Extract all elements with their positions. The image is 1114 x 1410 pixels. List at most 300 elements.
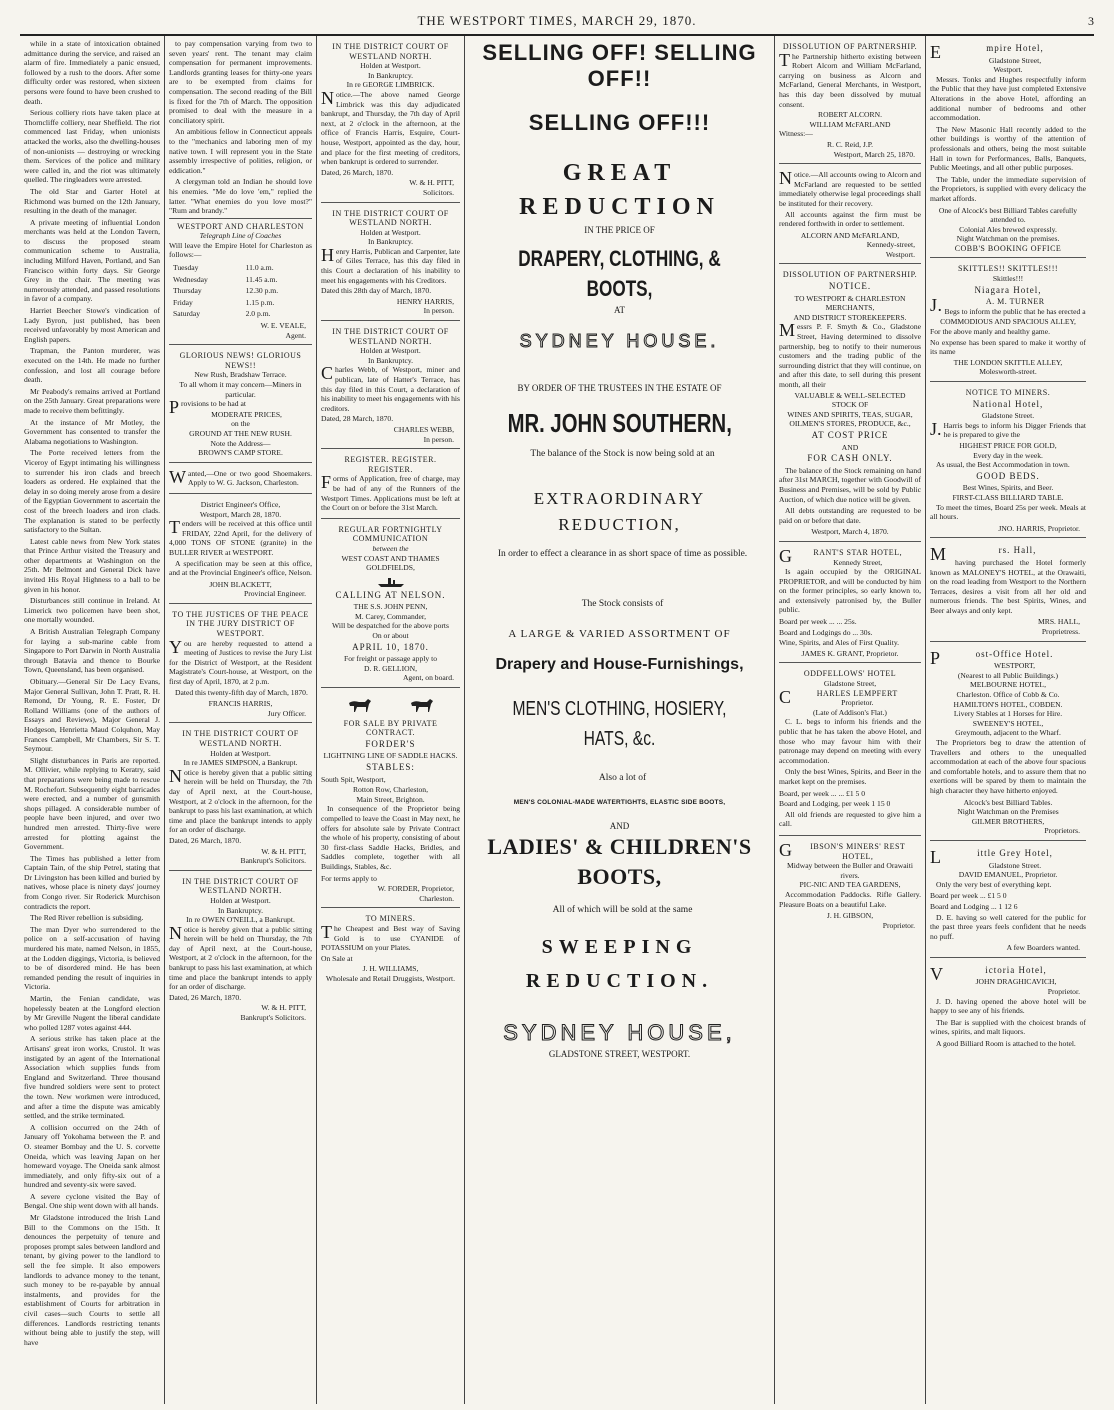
news-paragraph: An ambitious fellow in Connecticut appeals to the "mechanics and laboring men of my native town. I will represent you in the State assembly irrespective of polities, religion, or eddication." (169, 127, 312, 175)
ad-signature: W. E. VEALE, (260, 321, 306, 331)
news-paragraph: The Red River rebellion is subsiding. (30, 913, 144, 923)
ad-text: On or about (372, 631, 409, 641)
news-paragraph: The old Star and Garter Hotel at Richmond was burned on the 12th January, resulting in the death of the manager. (24, 186, 160, 216)
ad-text: Begs to inform the public that he has erected a (944, 306, 1086, 316)
ad-subheading: Gladstone Street, (823, 679, 877, 689)
ad-text: PIC-NIC AND TEA GARDENS, (799, 880, 901, 890)
news-paragraph: while in a state of intoxication obtained admittance during the service, and raised an alarm of fire. Immediately a panic ensued, followed by a rush to the doors. After some difficulty order was restored, when sixteen persons were found to have been crushed to death. (24, 39, 160, 106)
ad-text: THE LONDON SKITTLE ALLEY, (953, 357, 1063, 367)
ad-text: AT (614, 305, 625, 315)
ad-heading: Post-Office Hotel. (930, 647, 1054, 668)
day-cell: Tuesday (173, 263, 199, 273)
ad-text: Messrs P. F. Smyth & Co., Gladstone Street, Having determined to dissolve partnership, beg to notify to their numerous customers and the trading public of the surrounding district that they will continue, on and after this date, to sell during this present month, all their (779, 320, 921, 389)
news-paragraph: Serious colliery riots have taken place at Thorncliffe colliery, near Sheffield. The riot commenced last Friday, when unionists attacked the works, also the dwelling-houses of non-unionists — destroying or wrecking them. Services of the police and military were called in, and the riot was ultimately quelled. The ringleaders were arrested. (24, 108, 160, 185)
ad-text: A few Boarders wanted. (1006, 943, 1080, 953)
ad-heading: J.A. M. TURNER (930, 295, 1045, 316)
news-paragraph: Disturbances still continue in Ireland. At Limerick two policemen have been shot, one mortally wounded. (24, 596, 160, 625)
news-paragraph: A British Australian Telegraph Company for laying a sub-marine cable from Singapore to Port Darwin in North Australia through Batavia and thence to Bourke Town, Queensland, has been organised. (24, 627, 160, 675)
ad-signature: W. FORDER, Proprietor, (377, 884, 454, 894)
ad-signature: W. & H. PITT, (261, 846, 306, 856)
ad-text: Every day in the week. (973, 450, 1043, 460)
news-paragraph: A collision occurred on the 24th of January off Yokohama between the P. and O. steamer Bombay and the U. S. corvette Oneida, which was leaving Japan on her homeward voyage. The Oneida sank almost immediately, and only fifty-six out of a hundred and seventy-six were saved. (24, 1122, 160, 1190)
little-grey-hotel-ad (930, 844, 1086, 958)
ad-text: M. Carey, Commander, (354, 611, 427, 621)
ad-text: THE S.S. JOHN PENN, (353, 602, 428, 612)
ad-text: FORDER'S (365, 738, 416, 749)
ad-text: COMMODIOUS AND SPACIOUS ALLEY, (940, 317, 1076, 327)
sydney-house-advertisement (465, 36, 775, 1404)
ad-text: A specification may be seen at this office, and at the Provincial Engineer's office, Nelson. (169, 558, 312, 578)
ad-heading: ODDFELLOWS' HOTEL (803, 669, 897, 679)
ad-text: Night Watchman on the premises. (956, 234, 1060, 244)
ad-signature: FRANCIS HARRIS, (208, 699, 273, 709)
ad-text: MERCHANTS, (825, 303, 875, 313)
ad-signature: HENRY HARRIS, (396, 296, 454, 306)
ad-heading: TO MINERS. (365, 914, 416, 924)
ad-subheading: Midway between the Buller and Orawaiti rivers. (787, 861, 913, 880)
ad-text: For terms apply to (321, 873, 377, 883)
ad-text: One of Alcock's best Billiard Tables carefully attended to. (938, 205, 1078, 225)
ad-headline: SWEEPING REDUCTION. (525, 936, 714, 992)
ad-text: WINES AND SPIRITS, TEAS, SUGAR, OILMEN'S STORES, PRODUCE, &c., (787, 409, 913, 429)
ad-signature-role: Bankrupt's Solicitors. (240, 1013, 306, 1023)
ad-subheading: Gladstone Street, (988, 55, 1042, 65)
ad-signature: J. H. WILLIAMS, (362, 964, 419, 974)
ad-signature-role: Provincial Engineer. (244, 589, 306, 599)
ad-heading: NOTICE TO MINERS. (965, 388, 1051, 397)
ad-text: The Partnership hitherto existing between Robert Alcorn and William McFarland, carrying on business as Alcorn and McFarland, General Merchants, in Westport, has this day been dissolved by mutual consent. (779, 49, 921, 109)
ad-text: Westport. (885, 249, 915, 259)
ad-text: STABLES: (366, 762, 415, 772)
ad-heading: REGULAR FORTNIGHTLY COMMUNICATION (338, 524, 443, 544)
ad-text: Colonial Ales brewed expressly. (959, 224, 1057, 234)
ad-headline: EXTRAORDINARY REDUCTION, (533, 489, 706, 534)
news-paragraph: A serious strike has taken place at the Artisans' great iron works, Crustol. It was instigated by an agent of the International Association which supplies funds from England and Switzerland. Three thousand five hundred soldiers were sent to protect the town. New workmen were introduced, and after a time the dispute was amicably settled, and the strike terminated. (24, 1034, 160, 1121)
ad-text: Proprietor. (1047, 987, 1080, 997)
ad-text: The balance of the Stock is now being sold at an (530, 449, 715, 459)
ad-heading: Empire Hotel, (930, 42, 1044, 62)
ad-text: The Stock consists of (581, 599, 664, 609)
ad-signature-role: Wholesale and Retail Druggists, Westport. (325, 973, 456, 983)
ad-text: STOCK OF (831, 400, 869, 410)
ad-text: DAVID EMANUEL, Proprietor. (958, 870, 1058, 880)
ad-subheading: Holden at Westport. (210, 895, 271, 905)
ad-text: J. D. having opened the above hotel will be happy to see any of his friends. (930, 996, 1086, 1016)
ad-heading: IN THE DISTRICT COURT OF WESTLAND NORTH. (332, 327, 449, 346)
news-paragraph: A severe cyclone visited the Bay of Bengal. One ship went down with all hands. (24, 1191, 160, 1211)
ad-subheading: In Bankruptcy. (367, 237, 414, 247)
table-row (171, 275, 310, 285)
ad-signature-role: In person. (423, 306, 454, 316)
ad-text: Rotton Row, Charleston, (352, 785, 429, 795)
ad-signature-role: Agent, on board. (402, 673, 454, 683)
ad-heading: NOTICE. (828, 281, 872, 292)
news-paragraph: Mr Gladstone introduced the Irish Land Bill to the Commons on the 15th. It denounces the perpetuity of tenure and proposes prompt sales between landlord and tenant, by giving power to the landlord to sell the fee simple. It also empowers landlords to advance money to the tenant, such money to be re-payable by annual instalments, and provides for the establishment of Courts for arbitration in civil cases—such Courts to settle all differences. Landlords restricting tenants without being able to justify the step, will have (24, 1213, 160, 1347)
news-paragraph: A clergyman told an Indian he should love his enemies. "Me do love 'em," replied the latter. "What enemies do you love most?" "Rum and brandy." (169, 177, 312, 216)
table-row (171, 286, 310, 296)
ad-text: Board and Lodging ... 1 12 6 (930, 901, 1018, 911)
ad-text: Tenders will be received at this office until FRIDAY, 22nd April, for the delivery of 4,000 TONS OF STONE (granite) in the BULLER RIVER at WESTPORT. (169, 517, 312, 557)
news-paragraph: Latest cable news from New York states that Prince Arthur visited the Treasury and other departments at Washington on the 25th. Mr Belmont and General Dick have invited His Royal Highness to a ball to be given in his honor. (24, 536, 160, 594)
ad-text: GOOD BEDS. (976, 470, 1040, 481)
ad-text: TO WESTPORT & CHARLESTON (794, 293, 906, 303)
ad-text: To meet the times, Board 25s per week. Meals at all hours. (930, 502, 1086, 522)
register-ad (321, 452, 460, 519)
ad-text: Wanted,—One or two good Shoemakers. Apply to W. G. Jackson, Charleston. (169, 466, 312, 488)
ad-text: VALUABLE & WELL-SELECTED (794, 390, 906, 400)
ad-signature-role: Charleston. (419, 893, 454, 903)
ad-heading: FOR SALE BY PRIVATE CONTRACT. (343, 718, 438, 738)
day-cell: Thursday (173, 286, 202, 296)
ad-subheading: Holden at Westport. (360, 61, 421, 71)
ad-text: South Spit, Westport, (321, 774, 386, 784)
ad-text: Forms of Application, free of charge, may be had of any of the Runners of the Westport Times. Applications must be left at the Court on or before the 31st March. (321, 472, 460, 513)
ad-date: Dated, 28 March, 1870. (321, 414, 394, 424)
mrs-hall-ad (930, 541, 1086, 641)
ad-headline: GREAT REDUCTION (519, 160, 720, 220)
ad-text: GOLDFIELDS, (366, 563, 415, 573)
ad-text: In order to effect a clearance in as short space of time as possible. (497, 549, 748, 559)
ad-subheading: In Bankruptcy. (367, 355, 414, 365)
day-cell: Saturday (173, 309, 200, 319)
ad-text: C. L. begs to inform his friends and the public that he has taken the above Hotel, and those who may favour him with their patronage may depend on meeting with every accommodation. (779, 717, 921, 765)
ad-text: Proprietor. (841, 698, 874, 708)
table-row (171, 298, 310, 308)
news-paragraph: At the instance of Mr Motley, the Government has consented to transfer the Alabama negotiations to Washington. (24, 417, 160, 446)
column-2 (165, 36, 317, 1404)
ad-heading: Victoria Hotel, (930, 963, 1047, 984)
ad-heading: TO THE JUSTICES OF THE PEACE IN THE JURY DISTRICT OF WESTPORT. (172, 609, 309, 639)
ad-text: COBB'S BOOKING OFFICE (954, 243, 1062, 253)
ad-text: For freight or passage apply to (343, 654, 437, 664)
ad-headline: SELLING OFF! SELLING OFF!! (482, 40, 757, 91)
ad-text: on the (231, 419, 250, 429)
ad-date: Dated, 26 March, 1870. (321, 167, 394, 177)
ad-text: To all whom it may concern—Miners in particular. (179, 380, 302, 399)
skittles-ad (930, 261, 1086, 382)
news-paragraph: Obituary.—General Sir De Lacy Evans, Major General Sullivan, John T. Pratt, R. H. Remond, Dr Young, R. E. Foster, Dr Rolland Williams (one of the authors of Essays and Reviews), Major General J. Hodgeson, Henrietta Maud Colquhon, May Frances Campbell, Mr Chambers, Sir S. T. Seymour. (24, 677, 160, 754)
ad-subheading: Holden at Westport. (210, 748, 271, 758)
ad-text: having purchased the Hotel formerly known as MALONEY'S HOTEL, at the Orawaiti, on the road leading from Westport to the Northern Terraces, desires a visit from all her old and numerous friends. The best Spirits, Wines, and Beer always and only kept. (930, 557, 1086, 615)
ad-text: The New Masonic Hall recently added to the other buildings is worthy of the attention of professionals and others, being the most suitable Hall in town for Performances, Balls, Banquets, Public Meetings, and all other public purposes. (930, 124, 1086, 173)
ad-heading: IN THE DISTRICT COURT OF WESTLAND NORTH. (332, 42, 449, 61)
news-paragraph: The Porte received letters from the Viceroy of Egypt intimating his willingness to surrender his iron clads and breech loaders as ordered. He explained that the delay in so doing merely arose from a desire of the Egyptian Government to ascertain the cost of the breech loaders and iron clads. The explanation is stated to be perfectly satisfactory to the Sultan. (24, 448, 160, 535)
ad-text: On Sale at (321, 953, 353, 963)
coach-timetable (169, 261, 312, 321)
ad-text: Board per week ... ... 25s. (779, 617, 857, 627)
ad-text: Only the best Wines, Spirits, and Beer in the market kept on the premises. (779, 767, 921, 786)
ad-text: No expense has been spared to make it worthy of its name (930, 337, 1086, 357)
column-3 (317, 36, 465, 1404)
ad-signature-role: Bankrupt's Solicitors. (240, 856, 306, 866)
ad-text: For the above manly and healthy game. (930, 327, 1050, 337)
ad-text: Also a lot of (598, 773, 647, 783)
ad-text: Board and Lodging, per week 1 15 0 (779, 799, 891, 809)
ad-text: Henry Harris, Publican and Carpenter, late of Giles Terrace, has this day filed in this Court a declaration of his inability to meet his engagements with his Creditors. (321, 244, 460, 285)
national-hotel-ad (930, 385, 1086, 538)
ad-text: Notice.—All accounts owing to Alcorn and McFarland are requested to be settled immediately otherwise legal proceedings shall be instituted for their recovery. (779, 168, 921, 208)
victoria-hotel-ad (930, 961, 1086, 1055)
post-office-hotel-ad (930, 645, 1086, 841)
ad-text: MODERATE PRICES, (211, 409, 282, 419)
saddle-hacks-ad (321, 691, 460, 908)
ad-subheading: WESTPORT, (994, 661, 1035, 671)
ad-signature-role: Solicitors. (422, 187, 454, 197)
ad-text: Messrs. Tonks and Hughes respectfully inform the Public that they have just completed Extensive Alterations in the above Hotel, affording an additional number of bedrooms and other accommodation. (930, 74, 1086, 123)
ad-signature: GILMER BROTHERS, (971, 816, 1045, 826)
ad-signature-role: Jury Officer. (267, 708, 306, 718)
ad-heading: GLORIOUS NEWS! GLORIOUS NEWS!! (179, 351, 302, 370)
ad-text: FOR CASH ONLY. (807, 453, 893, 464)
news-paragraph: A private meeting of influential London merchants was held at the London Tavern, to discuss the proposed steam communication scheme to Australia, including Milford Haven, Portland, and San Francisco within forty days. Sir George Grey in the chair. The meeting was numerously attended, and passed resolutions in favor of a company. (24, 217, 160, 304)
time-cell: 11.45 a.m. (245, 274, 278, 284)
ad-text: Wine, Spirits, and Ales of First Quality. (779, 638, 900, 648)
ad-text: J.Harris begs to inform his Digger Friends that he is prepared to give the (930, 418, 1086, 440)
ad-heading: Niagara Hotel, (974, 284, 1042, 295)
ad-text: MEN'S COLONIAL-MADE WATERTIGHTS, ELASTIC SIDE BOOTS, (513, 799, 726, 806)
tenders-ad (169, 497, 312, 604)
ad-subheading: In Bankruptcy. (367, 70, 414, 80)
ad-text: All of which will be sold at the same (552, 905, 693, 915)
ad-text: Livery Stables at 1 Horses for Hire. (953, 709, 1063, 719)
news-paragraph: Harriet Beecher Stowe's vindication of Lady Byron, just published, has been received unfavorably by most American and English papers. (24, 306, 160, 344)
ad-text: AND DISTRICT STOREKEEPERS. (793, 312, 907, 322)
ad-text: GLADSTONE STREET, WESTPORT. (548, 1049, 691, 1059)
ad-heading: Little Grey Hotel, (930, 846, 1053, 867)
ad-subheading: In re JAMES SIMPSON, a Bankrupt. (183, 758, 298, 768)
news-paragraph: The Times has published a letter from Captain Tain, of the ship Petrel, stating that Dr Livingston has been killed and buried by natives, whose place is ninety days' journey from Congo river. Sir Roderick Murchison contradicts the report. (24, 853, 160, 911)
ad-text: Charleston. Office of Cobb & Co. (956, 690, 1060, 700)
ad-subheading: In re GEORGE LIMBRICK. (346, 80, 435, 90)
ad-text: Is again occupied by the ORIGINAL PROPRIETOR, and will be conducted by him on the former principles, so early known to, and extensively patronised by, the Buller public. (779, 567, 921, 615)
ad-text: Witness:— (779, 129, 813, 139)
ad-heading: District Engineer's Office, (200, 499, 281, 509)
ad-text: Board, per week ... ... £1 5 0 (779, 788, 866, 798)
ad-text: SWEENEY'S HOTEL, (972, 718, 1044, 728)
ad-date: APRIL 10, 1870. (352, 641, 429, 652)
ad-text: Only the very best of everything kept. (936, 879, 1052, 889)
ad-signature: J. H. GIBSON, (826, 911, 874, 921)
ad-text: The Table, under the immediate supervision of the Proprietors, is supplied with every delicacy the market affords. (930, 174, 1086, 203)
ad-subheading: between the (372, 543, 409, 553)
ad-text: CALLING AT NELSON. (335, 589, 446, 600)
news-paragraph: to pay compensation varying from two to seven years' rent. The tenant may claim compensation for permanent improvements. Landlords granting leases for thirty-one years are to be exempted from claims for compensation. The second reading of the Bill is fixed for the 7th of March. The opposition promised to deal with the measure in a conciliatory spirit. (169, 39, 312, 125)
time-cell: 2.0 p.m. (245, 309, 271, 319)
ad-headline: MEN'S CLOTHING, HOSIERY, HATS, &c. (512, 698, 727, 750)
bankruptcy-notice (169, 874, 312, 1027)
ad-signature-role: Proprietors. (1044, 826, 1080, 836)
ad-signature: D. R. GELLION, (364, 663, 417, 673)
ad-headline: SELLING OFF!!! (528, 110, 711, 135)
ad-text: Kennedy-street, (866, 240, 915, 250)
news-paragraph: Martin, the Fenian candidate, was hopelessly beaten at the Longford election by Mr Greville Nugent the liberal candidate who polled 1287 votes against 444. (24, 994, 160, 1032)
news-paragraph: The man Dyer who surrendered to the police on a self-accusation of having murdered his mate, named Nelson, in 1855, at the Lodden diggings, Victoria, is believed to be of disordered mind. He has been remanded pending the result of inquiries in Victoria. (24, 924, 160, 992)
gibson-hotel-ad (779, 839, 921, 934)
ad-headline: SYDNEY HOUSE. (519, 331, 720, 351)
ad-subheading: Gladstone Street. (981, 411, 1035, 421)
ad-heading: SKITTLES!! SKITTLES!!! (957, 264, 1059, 274)
ad-heading: IN THE DISTRICT COURT OF WESTLAND NORTH. (332, 208, 449, 228)
time-cell: 1.15 p.m. (245, 297, 275, 307)
dissolution-notice (779, 39, 921, 164)
ad-date: Westport, March 28, 1870. (199, 509, 282, 519)
ad-text: Molesworth-street. (979, 367, 1037, 377)
day-cell: Wednesday (173, 274, 208, 284)
ad-heading: Skittles!!! (992, 274, 1024, 284)
ad-text: A good Billiard Room is attached to the hotel. (936, 1039, 1076, 1049)
oddfellows-hotel-ad (779, 666, 921, 836)
ad-text: A LARGE & VARIED ASSORTMENT OF (508, 628, 731, 640)
ad-signature-role: Proprietor. (882, 920, 915, 930)
ad-heading: National Hotel, (972, 398, 1044, 409)
ad-subheading: Gladstone Street. (988, 860, 1042, 870)
ad-heading: CHARLES LEMPFERT (779, 686, 898, 707)
ad-signature: WILLIAM McFARLAND (809, 119, 891, 129)
coach-timetable-ad (169, 218, 312, 346)
ad-text: MELBOURNE HOTEL, (970, 680, 1046, 690)
ad-text: Notice is hereby given that a public sitting herein will be held on Thursday, the 7th day of April next, at the Court-house, Westport, at 2 o'clock in the afternoon, for the bankrupt to pass his last examination, at which time and place the bankrupt intends to apply for an order of discharge. (169, 922, 312, 992)
accounts-notice (779, 167, 921, 264)
ad-text: Night Watchman on the Premises (957, 807, 1059, 817)
masthead (20, 8, 1094, 36)
ad-heading: IN THE DISTRICT COURT OF WESTLAND NORTH. (182, 876, 299, 896)
ad-heading: IN THE DISTRICT COURT OF WESTLAND NORTH. (182, 729, 299, 748)
time-cell: 12.30 p.m. (245, 286, 279, 296)
ad-text: WEST COAST AND THAMES (341, 553, 440, 563)
steamer-ad (321, 522, 460, 688)
ad-text: AND (609, 821, 630, 831)
ad-signature: JNO. HARRIS, Proprietor. (998, 523, 1080, 533)
news-paragraph: Trapman, the Panton murderer, was executed on the 14th. He made no further confession, and lost all courage before death. (24, 346, 160, 385)
wanted-ad (169, 466, 312, 494)
ad-text: BY ORDER OF THE TRUSTEES IN THE ESTATE OF (517, 383, 722, 393)
ad-heading: GIBSON'S MINERS' REST HOTEL, (779, 839, 906, 861)
ad-heading: GRANT'S STAR HOTEL, (779, 545, 903, 566)
ad-subheading: (Nearest to all Public Buildings.) (957, 670, 1059, 680)
ad-subheading: Holden at Westport. (360, 227, 421, 237)
ad-signature: ROBERT ALCORN. (818, 110, 882, 120)
ad-text: The Cheapest and Best way of Saving Gold is to use CYANIDE of POTASSIUM on your Plates. (321, 921, 460, 953)
ad-subheading: Westport. (993, 65, 1023, 75)
ad-signature: R. C. Reid, J.P. (827, 139, 873, 149)
news-paragraph: Slight disturbances in Paris are reported. M. Ollivier, while replying to Keratry, said that preparations were being made to rescue M. Rochefort. Subsequently eight barricades were erected, and a number of gunsmith shops pillaged. A considerable number of people have been injured, and over two hundred men arrested. Thirty-five were arrested for plotting against the Government. (24, 755, 160, 852)
ad-signature-role: Agent. (285, 330, 306, 340)
ad-signature-role: Proprietress. (1041, 627, 1080, 637)
ad-date: Westport, March 25, 1870. (833, 149, 915, 159)
column-1-news (20, 36, 165, 1404)
bankruptcy-notice (321, 324, 460, 449)
day-cell: Friday (173, 297, 193, 307)
ad-date: Dated, 26 March, 1870. (169, 992, 242, 1002)
ad-text: The balance of the Stock remaining on hand after 31st MARCH, together with Goodwill of Business and Premises, will be sold by Public Auction, of which due notice will be given. (779, 465, 921, 504)
ad-text: HIGHEST PRICE FOR GOLD, (959, 440, 1057, 450)
bankruptcy-notice (169, 726, 312, 870)
ad-subheading: In re OWEN O'NEILL, a Bankrupt. (186, 915, 295, 925)
ad-text: Charles Webb, of Westport, miner and publican, late of Hatter's Terrace, has this day filed in this Court, a declaration of his inability to meet his engagements with his creditors. (321, 363, 460, 413)
table-row (171, 309, 310, 319)
ad-text: All debts outstanding are requested to be paid on or before that date. (779, 506, 921, 525)
ad-date: Dated, 26 March, 1870. (169, 835, 242, 845)
ad-signature: W. & H. PITT, (261, 1003, 306, 1013)
ad-text: BROWN'S CAMP STORE. (198, 448, 283, 458)
ad-date: Westport, March 4, 1870. (811, 527, 889, 537)
glorious-news-ad (169, 348, 312, 463)
ad-signature-role: In person. (423, 434, 454, 444)
ad-text: Best Wines, Spirits, and Beer. (962, 483, 1054, 493)
ad-text: AT COST PRICE (811, 429, 889, 440)
ad-text: Greymouth, adjacent to the Wharf. (955, 728, 1061, 738)
empire-hotel-ad (930, 39, 1086, 258)
ad-text: Notice.—The above named George Limbrick was this day adjudicated bankrupt, and Thursday, the 7th day of April next, at 2 o'clock in the afternoon, at the office of Francis Harris, Esquire, Court-house, Westport, appointed as the day, hour, and place for the first meeting of creditors, when bankrupt is ordered to surrender. (321, 87, 460, 167)
page-number: 3 (1088, 13, 1094, 28)
ad-text: HAMILTON'S HOTEL, COBDEN. (953, 699, 1063, 709)
ad-text: All accounts against the firm must be rendered forthwith in order to settlement. (779, 209, 921, 229)
ad-text: You are hereby requested to attend a meeting of Justices to revise the Jury List for the District of Westport, at the Resident Magistrate's Court-house, at Westport, on the first day of April, 1870, at 2 p.m. (169, 636, 312, 687)
column-5 (775, 36, 926, 1404)
newspaper-page (20, 36, 1102, 1404)
ad-text: Alcock's best Billiard Tables. (963, 797, 1053, 807)
ad-text: The Proprietors beg to draw the attention of Travellers and others to the unequalled accommodation at each of the above four spacious and comfortable hotels, and to assure them that no exertions will be spared by them to maintain the high character they have hitherto enjoyed. (930, 738, 1086, 795)
ad-subheading: New Rush, Bradshaw Terrace. (194, 370, 287, 380)
news-paragraph: Mr Peabody's remains arrived at Portland on the 25th January. Great preparations were made to receive them befittingly. (24, 386, 160, 415)
dissolution-notice (779, 267, 921, 541)
ad-text: LIGHTNING LINE OF SADDLE HACKS. (323, 751, 458, 761)
ad-text: Board per week ... £1 5 0 (930, 891, 1007, 901)
ad-heading: DISSOLUTION OF PARTNERSHIP. (782, 42, 918, 51)
ad-text: Notice is hereby given that a public sitting herein will be held on Thursday, the 7th day of April next, at the Court-house, Westport, at 2 o'clock in the afternoon, for the bankrupt to pass his last examination, at which time and place the bankrupt intends to apply for an order of discharge. (169, 765, 312, 835)
ad-text: In consequence of the Proprietor being compelled to leave the Coast in May next, he offers for absolute sale by Private Contract the whole of his property, consisting of about 30 first-class Saddle Hacks, Bridles, and Saddles complete, together with all Buildings, Stables, &c. (321, 804, 460, 871)
ad-signature: JOHN BLACKETT, (209, 579, 272, 589)
ad-text: The Bar is supplied with the choicest brands of wines, spirits, and malt liquors. (930, 1017, 1086, 1037)
ad-text: All old friends are requested to give him a call. (779, 809, 921, 829)
steamship-icon (321, 576, 460, 588)
ad-signature: ALCORN AND McFARLAND, (800, 230, 900, 240)
bankruptcy-notice (321, 39, 460, 203)
ad-text: Main Street, Brighton. (356, 794, 425, 804)
ad-text: Note the Address— (210, 438, 271, 448)
newspaper-title: THE WESTPORT TIMES, MARCH 29, 1870. (417, 13, 697, 28)
ad-signature: MRS. HALL, (1038, 617, 1080, 627)
ad-text: FIRST-CLASS BILLIARD TABLE. (952, 492, 1064, 502)
ad-text: JOHN DRAGHICAVICH, (975, 977, 1057, 987)
ad-heading: Mrs. Hall, (930, 544, 1037, 565)
horse-icon (347, 697, 373, 716)
ad-text: Dated this twenty-fifth day of March, 1870. (175, 687, 308, 697)
ad-signature: JAMES K. GRANT, Proprietor. (801, 648, 899, 658)
ad-text: Will be despatched for the above ports (332, 621, 449, 631)
ad-text: IN THE PRICE OF (584, 225, 655, 235)
ad-subheading: Kennedy Street, (833, 557, 883, 567)
ad-signature: W. & H. PITT, (409, 178, 454, 188)
ad-text: As usual, the Best Accommodation in town. (936, 460, 1070, 470)
ad-text: AND (841, 442, 859, 452)
bankruptcy-notice (321, 206, 460, 322)
ad-headline: MR. JOHN SOUTHERN, (507, 408, 732, 438)
time-cell: 11.0 a.m. (245, 263, 274, 273)
ad-text: Accommodation Paddocks. Rifle Gallery. Pleasure Boats on a beautiful Lake. (779, 889, 921, 909)
ad-headline: DRAPERY, CLOTHING, & BOOTS, (518, 246, 721, 301)
ad-subheading: In Bankruptcy. (217, 905, 264, 915)
ad-heading: REGISTER. REGISTER. REGISTER. (344, 455, 437, 474)
ad-signature: CHARLES WEBB, (393, 424, 454, 434)
ad-text: Provisions to be had at (169, 397, 246, 418)
ad-headline: Drapery and House-Furnishings, (495, 656, 744, 673)
ad-headline: LADIES' & CHILDREN'S BOOTS, (487, 834, 752, 889)
cyanide-ad (321, 911, 460, 987)
horse-icon (409, 697, 435, 716)
column-6 (926, 36, 1090, 1404)
grant-hotel-ad (779, 545, 921, 664)
